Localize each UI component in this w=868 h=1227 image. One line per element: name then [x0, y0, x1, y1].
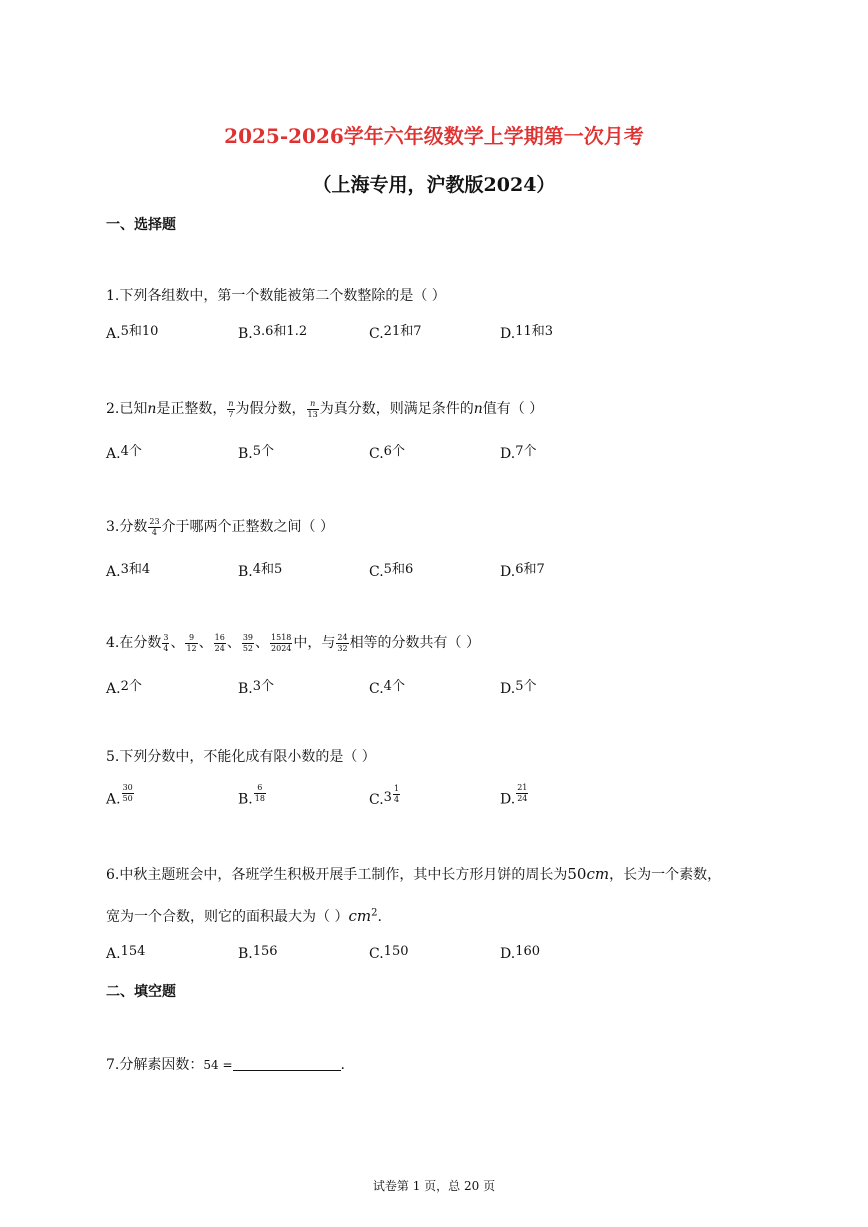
question-1: 1.下列各组数中，第一个数能被第二个数整除的是（ ）	[106, 288, 446, 304]
fraction-6-over-18: $\frac{6}{18}$	[254, 783, 265, 803]
fraction-24-over-32: $\frac{24}{32}$	[337, 632, 348, 653]
q3-option-d: D.6和7	[500, 562, 545, 580]
fraction-3-and-1-over-4: $\frac{1}{4}$	[393, 783, 400, 804]
question-3: 3.分数 $\frac{23}{4}$ 介于哪两个正整数之间（ ）	[106, 516, 334, 537]
fraction-3-over-4: $\frac{3}{4}$	[163, 632, 169, 653]
question-5: 5.下列分数中，不能化成有限小数的是（ ）	[106, 749, 376, 765]
answer-blank[interactable]	[233, 1058, 341, 1071]
question-7: 7.分解素因数：54 = .	[106, 1057, 345, 1073]
q5-option-a: A. $\frac{30}{50}$	[106, 783, 133, 808]
fraction-9-over-12: $\frac{9}{12}$	[186, 632, 197, 653]
fraction-21-over-24: $\frac{21}{24}$	[517, 783, 528, 803]
q1-option-c: C.21和7	[369, 324, 422, 342]
fraction-n-over-13: $\frac{n}{13}$	[307, 398, 318, 419]
q5-option-d: D. $\frac{21}{24}$	[500, 783, 528, 808]
q4-option-d: D.5个	[500, 679, 537, 697]
q6-option-d: D.160	[500, 944, 541, 962]
q2-option-b: B.5个	[238, 444, 275, 462]
question-2: 2.已知n是正整数， $\frac{n}{7}$ 为假分数， $\frac{n}{13}$ 为真分数，则满足条件的n值有（ ）	[106, 398, 544, 419]
q3-option-a: A.3和4	[106, 562, 151, 580]
fraction-n-over-7: $\frac{n}{7}$	[228, 398, 234, 419]
q4-option-a: A.2个	[106, 679, 142, 697]
q3-option-c: C.5和6	[369, 562, 414, 580]
question-6-line-2: 宽为一个合数，则它的面积最大为（ ）$cm^2$.	[106, 907, 382, 925]
q1-option-d: D.11和3	[500, 324, 554, 342]
page-footer: 试卷第 1 页，总 20 页	[372, 1179, 496, 1193]
fraction-30-over-50: $\frac{30}{50}$	[122, 783, 133, 803]
q5-option-c: C.3 $\frac{1}{4}$	[369, 783, 400, 808]
fraction-39-over-52: $\frac{39}{52}$	[242, 632, 254, 653]
q5-option-b: B. $\frac{6}{18}$	[238, 783, 265, 808]
q1-option-b: B.3.6和1.2	[238, 324, 308, 342]
question-6-line-1: 6.中秋主题班会中，各班学生积极开展手工制作，其中长方形月饼的周长为50cm，长为一个素数，	[106, 865, 722, 883]
exam-subtitle: （上海专用，沪教版2024）	[312, 174, 556, 196]
fraction-23-over-4: $\frac{23}{4}$	[149, 516, 160, 537]
section-multiple-choice: 一、选择题	[106, 217, 176, 233]
q3-option-b: B.4和5	[238, 562, 283, 580]
exam-title: 2025-2026学年六年级数学上学期第一次月考	[224, 124, 644, 148]
q6-option-b: B.156	[238, 944, 278, 962]
section-fill-in: 二、填空题	[106, 984, 176, 1000]
q1-option-a: A.5和10	[106, 324, 159, 342]
q2-option-d: D.7个	[500, 444, 537, 462]
q2-option-a: A.4个	[106, 444, 142, 462]
fraction-1518-over-2024: $\frac{1518}{2024}$	[271, 632, 292, 653]
q2-option-c: C.6个	[369, 444, 405, 462]
q6-option-c: C.150	[369, 944, 409, 962]
fraction-16-over-24: $\frac{16}{24}$	[214, 632, 225, 653]
q6-option-a: A.154	[106, 944, 146, 962]
q4-option-b: B.3个	[238, 679, 275, 697]
question-4: 4.在分数 $\frac{3}{4}$ 、 $\frac{9}{12}$ 、 $\frac{16}{24}$ 、 $\frac{39}{52}$ 、 $\frac{1518}{2024}$ 中，与 $\frac{24}{32}$ 相等的分数共有（ ）	[106, 632, 481, 653]
q4-option-c: C.4个	[369, 679, 405, 697]
